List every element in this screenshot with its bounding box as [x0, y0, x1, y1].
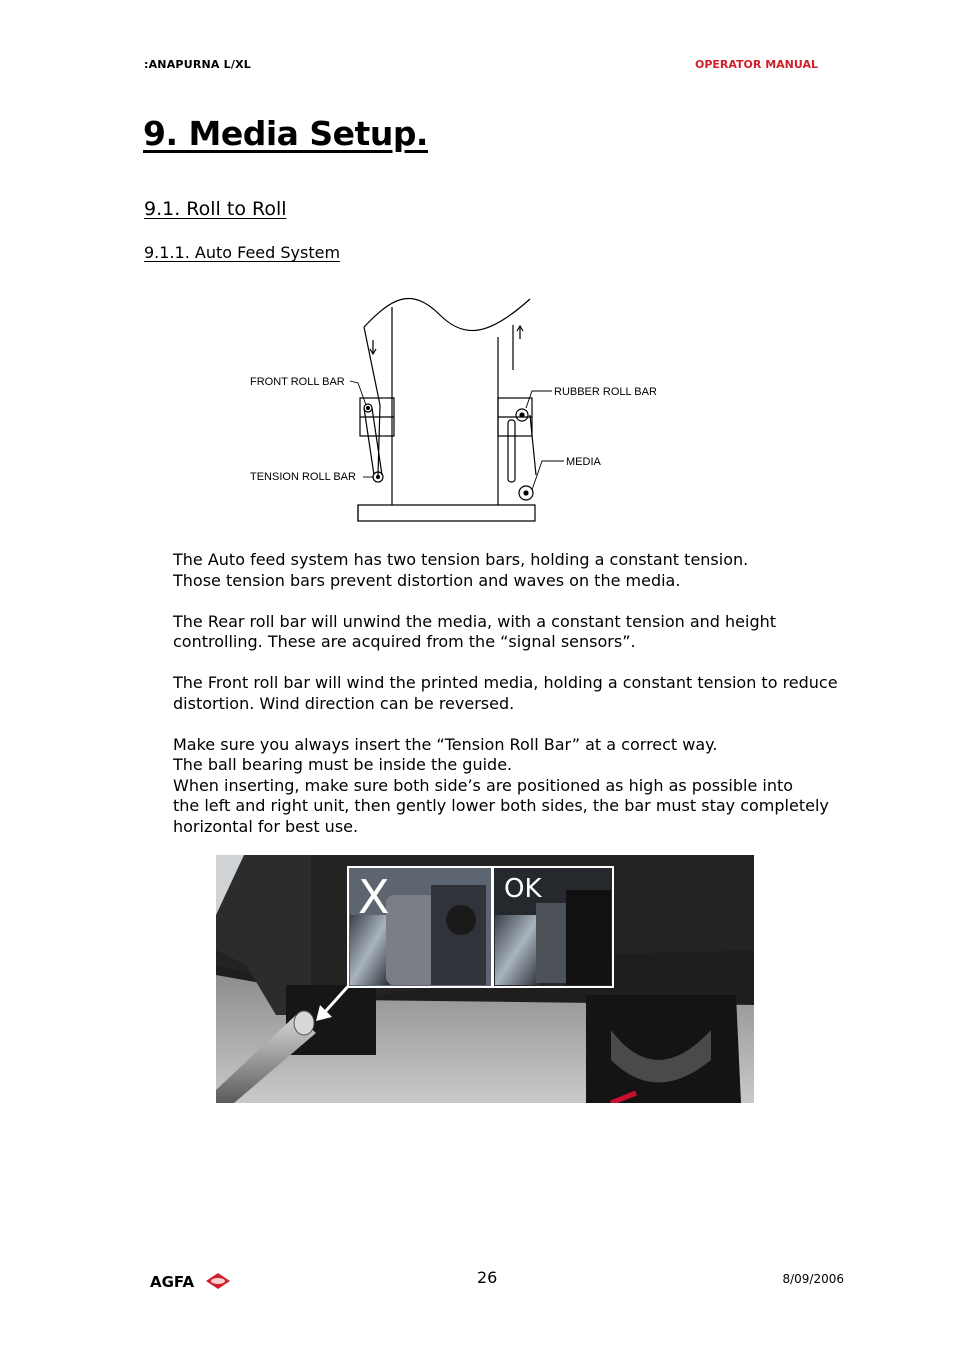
- text-line: horizontal for best use.: [173, 816, 359, 836]
- text-line: The Front roll bar will wind the printed media, holding a constant tension to reduce: [173, 673, 838, 692]
- inset-wrong-label: X: [358, 870, 390, 924]
- header-product-name: :ANAPURNA L/XL: [144, 58, 251, 71]
- body-text: [173, 550, 843, 858]
- text-line: The ball bearing must be inside the guide.: [173, 755, 513, 774]
- paragraph: [173, 550, 843, 591]
- text-line: controlling. These are acquired from the “signal sensors”.: [173, 632, 636, 651]
- subsection-heading: 9.1.1. Auto Feed System: [144, 243, 341, 262]
- text-line: The Rear roll bar will unwind the media, with a constant tension and height: [173, 611, 777, 631]
- label-tension-roll-bar: TENSION ROLL BAR: [250, 471, 356, 483]
- text-line: distortion. Wind direction can be reversed.: [173, 693, 515, 713]
- chapter-title: 9. Media Setup.: [143, 114, 428, 153]
- label-media: MEDIA: [566, 456, 601, 468]
- text-line: Make sure you always insert the “Tension Roll Bar” at a correct way.: [173, 734, 718, 754]
- auto-feed-diagram: [240, 285, 680, 530]
- text-line: When inserting, make sure both side’s are positioned as high as possible into: [173, 775, 794, 795]
- inset-wrong: [348, 867, 492, 987]
- tension-roll-bar-photo: [216, 855, 754, 1103]
- paragraph: [173, 673, 843, 714]
- text-line: the left and right unit, then gently lower both sides, the bar must stay completely: [173, 796, 829, 815]
- header-manual-title: OPERATOR MANUAL: [695, 58, 818, 71]
- page-number: 26: [477, 1268, 498, 1287]
- section-heading: 9.1. Roll to Roll: [144, 198, 287, 220]
- paragraph: [173, 735, 843, 838]
- inset-ok-label: OK: [504, 874, 542, 904]
- label-rubber-roll-bar: RUBBER ROLL BAR: [554, 386, 657, 398]
- label-front-roll-bar: FRONT ROLL BAR: [250, 376, 345, 388]
- agfa-logo-text: AGFA: [150, 1273, 195, 1291]
- footer-date: 8/09/2006: [782, 1272, 844, 1286]
- text-line: The Auto feed system has two tension bars, holding a constant tension.: [173, 550, 749, 569]
- agfa-logo: [150, 1270, 232, 1292]
- inset-ok: [493, 867, 613, 987]
- paragraph: [173, 612, 843, 653]
- media-curve: [364, 298, 530, 330]
- text-line: Those tension bars prevent distortion and waves on the media.: [173, 570, 681, 590]
